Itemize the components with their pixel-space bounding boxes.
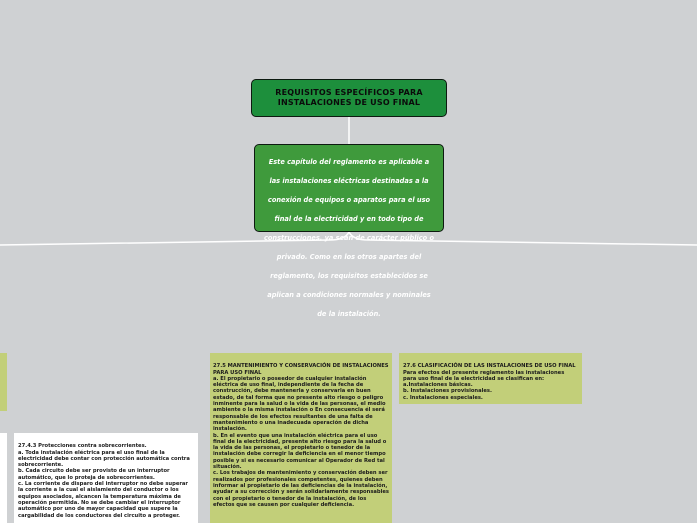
protecciones-card[interactable] [14, 433, 198, 523]
root-title: REQUISITOS ESPECÍFICOS PARA INSTALACIONES DE USO FINAL [275, 88, 423, 107]
clasificacion-text: 27.6 CLASIFICACIÓN DE LAS INSTALACIONES DE USO FINAL Para efectos del presente reglamento las instalaciones para uso final de la electricidad se clasifican en: a.Instalaciones básicas. b. Instalaciones provisionales. c. Instalaciones especiales. [403, 363, 576, 401]
mantenimiento-text: 27.5 MANTENIMIENTO Y CONSERVACIÓN DE INSTALACIONES PARA USO FINAL a. El propietario o poseedor de cualquier instalación eléctrica de uso final, independiente de la fecha de construcción, debe mantenerla y conservarla en buen estado, de tal forma que no presente alto riesgo o peligro inminente para la salud o la vida de las personas, el medio ambiente o la misma instalación o En consecuencia él será responsable de los efectos resultantes de una falta de mantenimiento o una inadecuada operación de dicha instalación. b. En el evento que una instalación eléctrica para el uso final de la electricidad, presente alto riesgo para la salud o la vida de las personas, el propietario o tenedor de la instalación debe corregir la deficiencia en el menor tiempo posible y si es necesario comunicar al Operador de Red tal situación. c. Los trabajos de mantenimiento y conservación deben ser realizados por profesionales competentes, quienes deben informar al propietario de las deficiencias de la instalación, ayudar a su corrección y serán solidariamente responsables con el propietario o tenedor de la instalación, de los efectos que se causen por cualquier deficiencia. [213, 363, 390, 508]
mantenimiento-card[interactable] [210, 353, 392, 523]
clasificacion-card[interactable] [399, 353, 582, 404]
protecciones-text: 27.4.3 Protecciones contra sobrecorrientes. a. Toda instalación eléctrica para el uso final de la electricidad debe contar con protección automática contra sobrecorriente. b. Cada circuito debe ser provisto de un interruptor automático, que lo proteja de sobrecorrientes. c. La corriente de disparo del interruptor no debe superar la corriente a la cual el aislamiento del conductor o los equipos asociados, alcancen la temperatura máxima de operación permitida. No se debe cambiar el interruptor automático por uno de mayor capacidad que supere la cargabilidad de los conductores del circuito a proteger. [18, 443, 190, 519]
partial-card-left-bottom[interactable] [0, 433, 7, 523]
description-topic[interactable] [254, 144, 444, 318]
description-text: Este capítulo del reglamento es aplicable a las instalaciones eléctricas destinadas a la conexión de equipos o aparatos para el uso final de la electricidad y en todo tipo de construcciones, ya sean de carácter público o privado. Como en los otros apartes del reglamento, los requisitos establecidos se aplican a condiciones normales y nominales de la instalación. [263, 158, 435, 318]
partial-card-left-top[interactable] [0, 353, 7, 411]
root-topic[interactable] [251, 79, 447, 117]
